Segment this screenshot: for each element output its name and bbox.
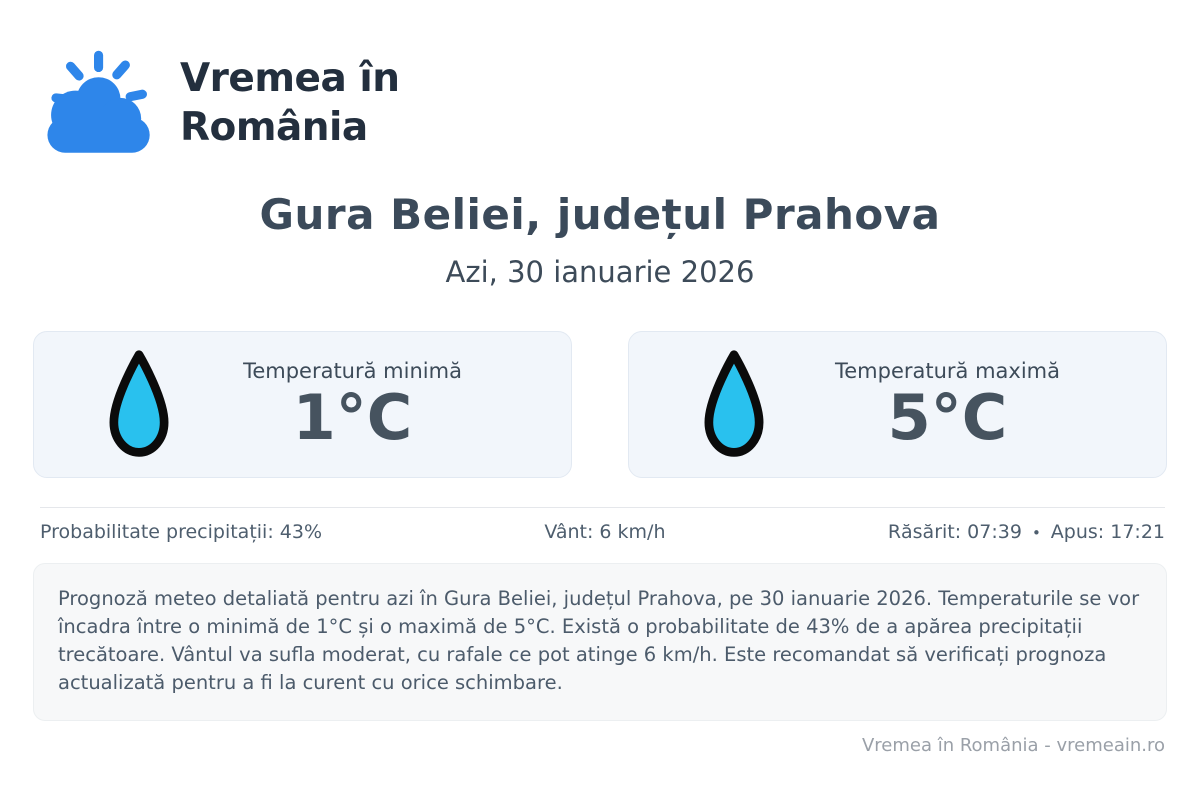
min-temperature-text bbox=[174, 358, 531, 454]
brand-name-line2: România bbox=[180, 105, 368, 150]
brand-logo bbox=[40, 0, 1167, 160]
stats-row bbox=[40, 521, 1165, 543]
max-temperature-text bbox=[769, 358, 1126, 454]
page-title: Gura Beliei, județul Prahova bbox=[259, 190, 941, 239]
sunset-stat: Apus: 17:21 bbox=[1050, 521, 1165, 543]
sun-cloud-icon bbox=[40, 48, 162, 160]
brand-name bbox=[180, 55, 399, 153]
temperature-cards bbox=[33, 331, 1167, 478]
forecast-summary: Prognoză meteo detaliată pentru azi în Gura Beliei, județul Prahova, pe 30 ianuarie 2026. Temperaturile se vor încadra între o minimă de 1°C și o maximă de 5°C. Există o probabilitate de 43% de a apărea precipitații trecătoare. Vântul va sufla moderat, cu rafale ce pot atinge 6 km/h. Este recomandat să verificați prognoza actualizată pentru a fi la curent cu orice schimbare. bbox=[33, 563, 1167, 721]
footer-credit: Vremea în România - vremeain.ro bbox=[861, 735, 1165, 756]
sun-stat bbox=[888, 521, 1165, 543]
brand-name-line1: Vremea în bbox=[180, 56, 400, 102]
wind-stat: Vânt: 6 km/h bbox=[544, 521, 666, 543]
stats-divider bbox=[40, 507, 1165, 508]
water-drop-icon bbox=[104, 347, 174, 463]
bullet-separator: • bbox=[1031, 524, 1041, 542]
sunrise-stat: Răsărit: 07:39 bbox=[887, 521, 1022, 543]
min-temperature-label: Temperatură minimă bbox=[243, 358, 462, 383]
water-drop-icon bbox=[699, 347, 769, 463]
max-temperature-value: 5°C bbox=[887, 380, 1008, 454]
max-temperature-label: Temperatură maximă bbox=[834, 358, 1061, 383]
precipitation-stat: Probabilitate precipitații: 43% bbox=[40, 521, 322, 543]
min-temperature-value: 1°C bbox=[292, 380, 413, 454]
max-temperature-card bbox=[628, 331, 1167, 478]
page-subtitle: Azi, 30 ianuarie 2026 bbox=[445, 255, 755, 289]
min-temperature-card bbox=[33, 331, 572, 478]
